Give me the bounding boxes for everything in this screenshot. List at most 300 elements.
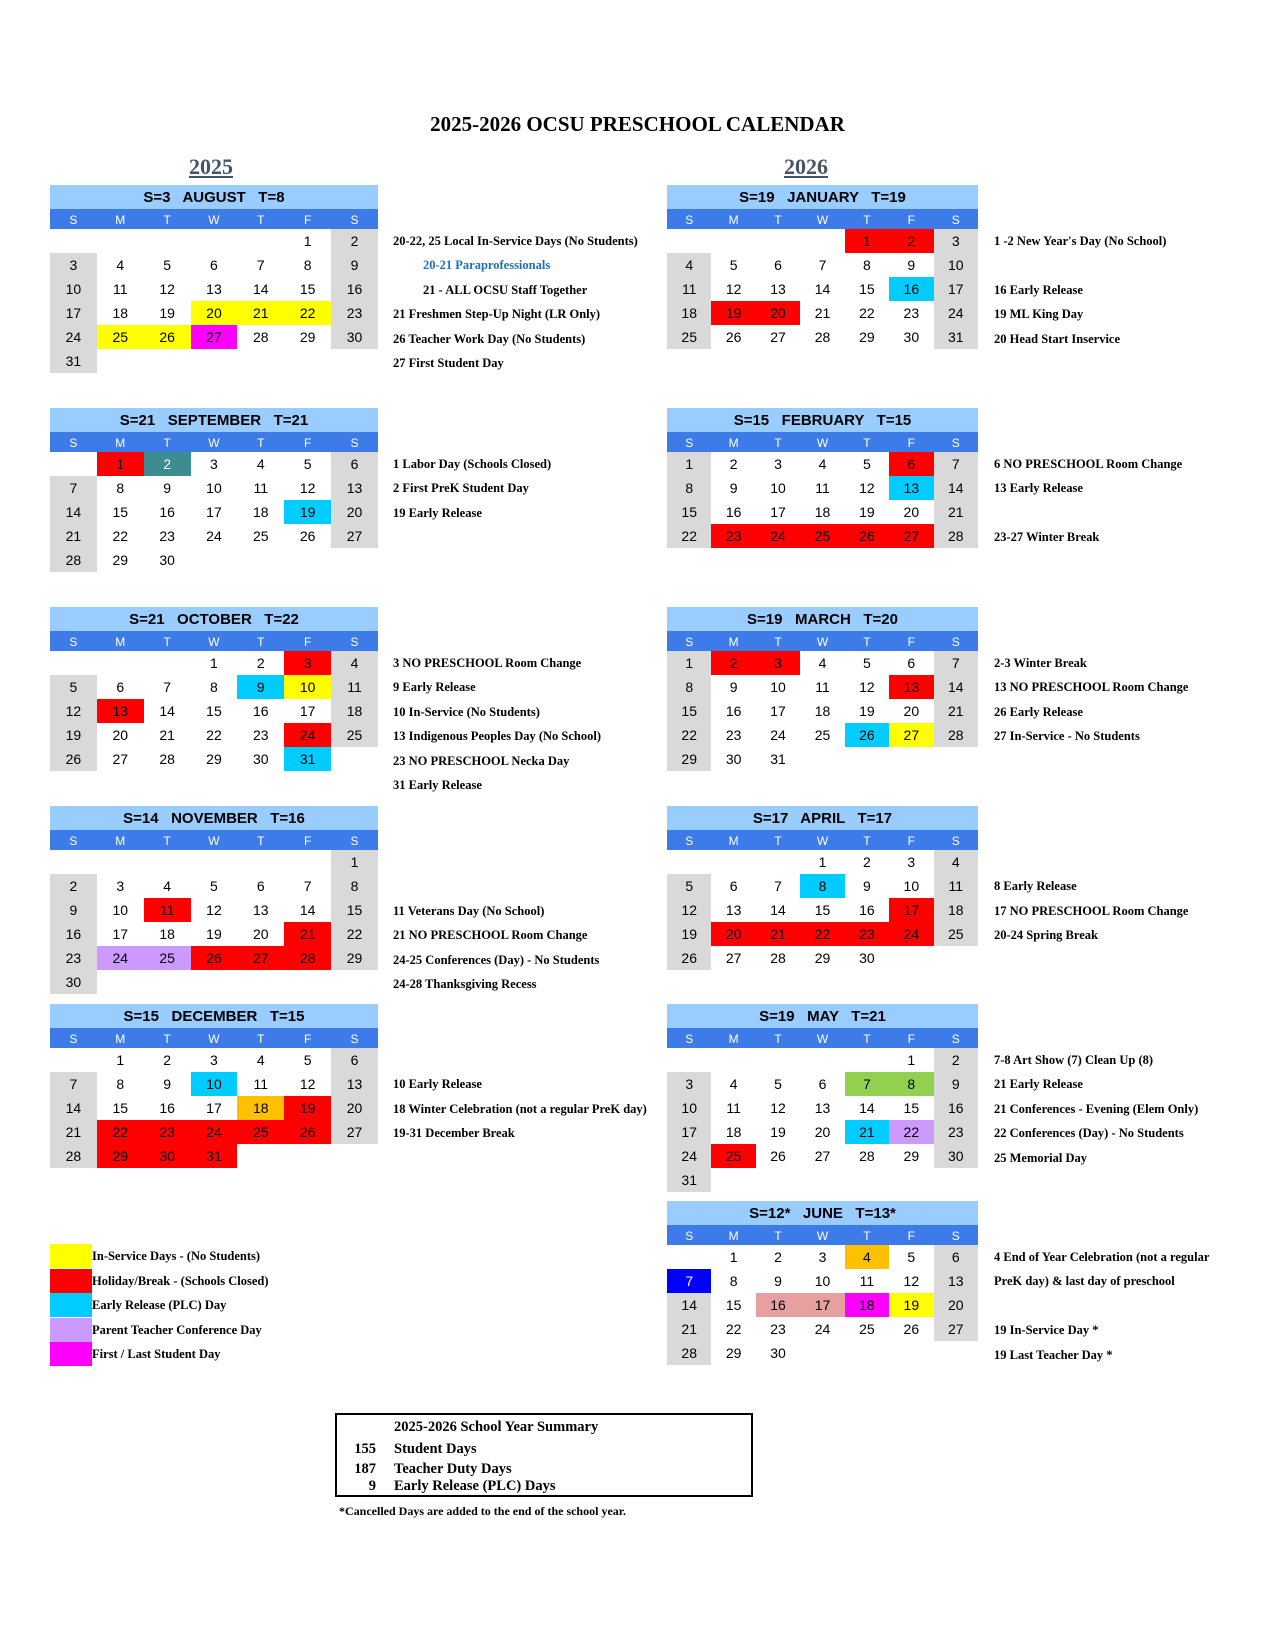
day-cell: 7 — [774, 878, 782, 894]
weekday-label: S — [69, 1032, 78, 1046]
day-cell: 4 — [845, 1245, 889, 1269]
day-cell: 18 — [814, 703, 831, 719]
year-2026-heading: 2026 — [784, 154, 828, 179]
weekday-row — [667, 1225, 978, 1245]
day-grid — [50, 1048, 378, 1168]
day-cell: 31 — [770, 751, 786, 767]
day-cell: 20 — [903, 504, 920, 520]
day-cell: 17 — [667, 1120, 711, 1144]
day-cell: 24 — [97, 946, 144, 970]
legend-label: Parent Teacher Conference Day — [92, 1322, 262, 1337]
day-cell: 24 — [284, 723, 331, 747]
day-cell: 1 — [818, 854, 827, 870]
day-cell: 16 — [253, 703, 269, 719]
day-cell: 12 — [159, 281, 175, 297]
day-cell: 2 — [863, 854, 871, 870]
day-cell: 26 — [299, 528, 316, 544]
empty-cell — [237, 548, 284, 572]
weekday-label: F — [303, 834, 312, 848]
day-cell: 13 — [770, 281, 786, 297]
event-note: 24-25 Conferences (Day) - No Students — [393, 952, 600, 967]
day-cell: 19 — [206, 926, 222, 942]
weekday-label: M — [728, 436, 739, 450]
day-cell: 12 — [299, 1076, 316, 1092]
empty-cell — [237, 1144, 284, 1168]
day-cell: 10 — [284, 675, 331, 699]
event-note: 27 In-Service - No Students — [994, 729, 1140, 744]
day-cell: 27 — [889, 524, 933, 548]
day-cell: 12 — [859, 679, 875, 695]
day-cell: 14 — [159, 703, 175, 719]
event-note: 19 Last Teacher Day * — [994, 1347, 1113, 1362]
weekday-row — [50, 631, 378, 651]
month-may — [667, 1004, 978, 1192]
event-note: 16 Early Release — [994, 282, 1083, 297]
weekday-label: S — [685, 1032, 694, 1046]
day-cell: 1 — [210, 655, 218, 671]
day-cell: 12 — [50, 699, 97, 723]
day-cell: 22 — [725, 1321, 742, 1337]
empty-cell — [845, 1341, 889, 1365]
weekday-label: T — [863, 213, 871, 227]
event-note: 24-28 Thanksgiving Recess — [393, 977, 537, 991]
day-cell: 27 — [814, 1148, 831, 1164]
day-cell: 23 — [50, 946, 97, 970]
empty-cell — [284, 970, 331, 994]
day-cell: 26 — [667, 946, 711, 970]
weekday-row — [667, 631, 978, 651]
month-october — [50, 607, 378, 771]
day-cell: 8 — [800, 874, 844, 898]
empty-cell — [144, 970, 191, 994]
day-cell: 19 — [859, 703, 875, 719]
weekday-label: M — [728, 213, 739, 227]
weekday-label: T — [863, 834, 871, 848]
weekday-label: F — [907, 1229, 915, 1243]
day-cell: 6 — [774, 257, 782, 273]
day-cell: 6 — [331, 452, 378, 476]
day-cell: 6 — [210, 257, 218, 273]
day-cell: 1 — [907, 1052, 916, 1068]
day-cell: 28 — [50, 548, 97, 572]
day-cell: 16 — [725, 504, 742, 520]
day-cell: 9 — [863, 878, 871, 894]
day-cell: 5 — [667, 874, 711, 898]
day-cell: 18 — [667, 301, 711, 325]
event-note: 21 Early Release — [994, 1077, 1083, 1092]
month-august — [50, 185, 378, 373]
day-cell: 14 — [859, 1100, 875, 1116]
day-cell: 23 — [934, 1120, 978, 1144]
empty-cell — [97, 349, 144, 373]
year-2025-heading: 2025 — [189, 154, 233, 179]
day-cell: 11 — [253, 480, 269, 496]
empty-cell — [889, 1168, 933, 1192]
day-cell: 4 — [163, 878, 171, 894]
day-cell: 23 — [770, 1321, 786, 1337]
day-cell: 21 — [667, 1317, 711, 1341]
event-note: 19 Early Release — [393, 505, 482, 520]
weekday-label: S — [685, 834, 694, 848]
weekday-label: T — [257, 1032, 265, 1046]
day-cell: 3 — [284, 651, 331, 675]
empty-cell — [50, 229, 97, 253]
day-cell: 22 — [889, 1120, 933, 1144]
weekday-label: M — [728, 1229, 739, 1243]
weekday-label: M — [115, 213, 126, 227]
day-cell: 19 — [284, 1096, 331, 1120]
empty-cell — [191, 970, 238, 994]
empty-cell — [97, 229, 144, 253]
weekday-label: T — [163, 436, 171, 450]
day-cell: 12 — [667, 898, 711, 922]
day-cell: 30 — [934, 1144, 978, 1168]
day-cell: 3 — [907, 854, 916, 870]
day-cell: 8 — [210, 679, 218, 695]
legend-label: In-Service Days - (No Students) — [92, 1249, 261, 1263]
empty-cell — [756, 229, 800, 253]
empty-cell — [284, 548, 331, 572]
legend-swatch-conference — [50, 1318, 92, 1342]
day-cell: 8 — [667, 675, 711, 699]
day-cell: 8 — [667, 476, 711, 500]
day-cell: 27 — [331, 524, 378, 548]
day-cell: 8 — [889, 1072, 933, 1096]
day-cell: 18 — [253, 504, 269, 520]
day-cell: 3 — [210, 456, 218, 472]
day-cell: 1 — [331, 850, 378, 874]
day-cell: 20 — [253, 926, 269, 942]
day-cell: 25 — [97, 325, 144, 349]
day-cell: 28 — [814, 329, 831, 345]
day-cell: 1 — [97, 452, 144, 476]
day-cell: 7 — [845, 1072, 889, 1096]
day-cell: 9 — [729, 480, 738, 496]
weekday-label: S — [69, 635, 78, 649]
weekday-label: T — [163, 635, 171, 649]
empty-cell — [845, 1048, 889, 1072]
weekday-label: T — [163, 213, 171, 227]
weekday-label: T — [163, 1032, 171, 1046]
weekday-label: T — [257, 834, 265, 848]
weekday-label: S — [350, 436, 359, 450]
day-cell: 25 — [934, 922, 978, 946]
day-cell: 30 — [253, 751, 269, 767]
day-cell: 5 — [729, 257, 738, 273]
day-cell: 14 — [50, 1096, 97, 1120]
day-cell: 15 — [814, 902, 831, 918]
empty-cell — [934, 1168, 978, 1192]
weekday-label: S — [69, 436, 78, 450]
day-cell: 28 — [284, 946, 331, 970]
weekday-label: T — [774, 436, 782, 450]
weekday-label: T — [257, 635, 265, 649]
empty-cell — [889, 946, 933, 970]
weekday-label: W — [816, 834, 829, 848]
weekday-label: W — [208, 213, 220, 227]
day-cell: 8 — [303, 257, 312, 273]
day-cell: 16 — [756, 1293, 800, 1317]
month-header: S=19 JANUARY T=19 — [667, 185, 978, 209]
day-cell: 28 — [770, 950, 786, 966]
day-cell: 4 — [116, 257, 125, 273]
month-header: S=19 MARCH T=20 — [667, 607, 978, 631]
day-cell: 10 — [934, 253, 978, 277]
day-cell: 10 — [770, 480, 786, 496]
empty-cell — [191, 850, 238, 874]
day-cell: 30 — [50, 970, 97, 994]
day-cell: 2 — [163, 1052, 171, 1068]
day-cell: 25 — [667, 325, 711, 349]
day-cell: 9 — [934, 1072, 978, 1096]
empty-cell — [191, 229, 238, 253]
day-cell: 11 — [934, 874, 978, 898]
event-note: 18 Winter Celebration (not a regular PreK day) — [393, 1101, 647, 1116]
empty-cell — [237, 850, 284, 874]
weekday-label: T — [774, 834, 782, 848]
day-cell: 24 — [814, 1321, 831, 1337]
day-cell: 26 — [725, 329, 742, 345]
day-cell: 17 — [770, 703, 786, 719]
day-cell: 31 — [284, 747, 331, 771]
event-note: 20-22, 25 Local In-Service Days (No Students) — [393, 234, 638, 248]
day-cell: 18 — [845, 1293, 889, 1317]
weekday-label: W — [816, 213, 829, 227]
day-cell: 11 — [815, 679, 830, 695]
day-cell: 16 — [331, 277, 378, 301]
month-header: S=19 MAY T=21 — [667, 1004, 978, 1028]
day-cell: 22 — [331, 922, 378, 946]
day-cell: 31 — [50, 349, 97, 373]
event-note: 9 Early Release — [393, 680, 476, 695]
day-cell: 25 — [253, 528, 269, 544]
empty-cell — [50, 452, 97, 476]
legend-label: Early Release (PLC) Day — [92, 1298, 227, 1312]
weekday-label: F — [907, 635, 915, 649]
weekday-row — [667, 1028, 978, 1048]
event-note: 13 Indigenous Peoples Day (No School) — [393, 729, 602, 744]
day-cell: 1 — [729, 1249, 738, 1265]
empty-cell — [756, 1168, 800, 1192]
day-cell: 13 — [934, 1269, 978, 1293]
day-cell: 12 — [206, 902, 222, 918]
day-cell: 5 — [303, 1052, 312, 1068]
legend-swatch-first-last-day — [50, 1342, 92, 1366]
day-cell: 13 — [206, 281, 222, 297]
day-cell: 17 — [112, 926, 129, 942]
day-cell: 14 — [934, 675, 978, 699]
empty-cell — [800, 1341, 844, 1365]
day-cell: 3 — [210, 1052, 218, 1068]
weekday-label: F — [907, 1032, 915, 1046]
day-cell: 14 — [667, 1293, 711, 1317]
day-cell: 14 — [253, 281, 269, 297]
event-note: 27 First Student Day — [393, 356, 504, 370]
day-cell: 3 — [774, 456, 782, 472]
day-grid — [50, 229, 378, 373]
day-cell: 5 — [163, 257, 171, 273]
day-cell: 29 — [859, 329, 875, 345]
day-cell: 18 — [934, 898, 978, 922]
day-cell: 3 — [756, 651, 800, 675]
weekday-label: F — [303, 213, 312, 227]
day-cell: 9 — [50, 898, 97, 922]
day-cell: 27 — [770, 329, 786, 345]
empty-cell — [889, 747, 933, 771]
day-cell: 16 — [934, 1096, 978, 1120]
empty-cell — [711, 1048, 755, 1072]
weekday-label: S — [951, 213, 960, 227]
month-header: S=15 FEBRUARY T=15 — [667, 408, 978, 432]
summary-number: 187 — [354, 1461, 376, 1477]
event-note: 8 Early Release — [994, 879, 1077, 894]
day-cell: 24 — [50, 325, 97, 349]
weekday-label: S — [951, 1229, 960, 1243]
day-cell: 27 — [237, 946, 284, 970]
weekday-label: M — [728, 1032, 739, 1046]
event-note: 20-21 Paraprofessionals — [423, 258, 551, 273]
weekday-row — [50, 830, 378, 850]
day-cell: 30 — [331, 325, 378, 349]
event-note: 1 Labor Day (Schools Closed) — [393, 457, 552, 471]
day-cell: 24 — [756, 524, 800, 548]
weekday-label: F — [907, 834, 915, 848]
footnote: *Cancelled Days are added to the end of the school year. — [339, 1504, 626, 1518]
weekday-label: S — [350, 213, 359, 227]
day-grid — [667, 651, 978, 771]
day-cell: 23 — [725, 727, 742, 743]
weekday-label: S — [350, 1032, 359, 1046]
day-cell: 15 — [667, 500, 711, 524]
weekday-label: T — [863, 635, 871, 649]
day-cell: 13 — [331, 476, 378, 500]
day-cell: 24 — [191, 1120, 238, 1144]
day-cell: 5 — [303, 456, 312, 472]
legend-label: First / Last Student Day — [92, 1347, 221, 1361]
day-cell: 29 — [814, 950, 831, 966]
event-note: 21 Freshmen Step-Up Night (LR Only) — [393, 307, 601, 322]
day-cell: 6 — [729, 878, 738, 894]
day-cell: 1 — [303, 233, 312, 249]
empty-cell — [97, 850, 144, 874]
empty-cell — [144, 850, 191, 874]
day-cell: 29 — [331, 946, 378, 970]
day-cell: 30 — [903, 329, 920, 345]
day-cell: 9 — [163, 1076, 171, 1092]
day-cell: 29 — [112, 552, 129, 568]
day-cell: 20 — [711, 922, 755, 946]
day-cell: 20 — [331, 1096, 378, 1120]
day-cell: 6 — [256, 878, 265, 894]
empty-cell — [50, 1048, 97, 1072]
empty-cell — [756, 1048, 800, 1072]
day-cell: 20 — [756, 301, 800, 325]
event-note: 25 Memorial Day — [994, 1150, 1088, 1165]
month-header: S=15 DECEMBER T=15 — [50, 1004, 378, 1028]
day-cell: 10 — [814, 1273, 831, 1289]
day-cell: 28 — [859, 1148, 875, 1164]
day-cell: 17 — [800, 1293, 844, 1317]
event-note: 10 In-Service (No Students) — [393, 704, 540, 719]
day-grid — [50, 452, 378, 572]
day-cell: 17 — [50, 301, 97, 325]
day-cell: 18 — [814, 504, 831, 520]
empty-cell — [331, 747, 378, 771]
day-cell: 14 — [814, 281, 831, 297]
day-cell: 19 — [667, 922, 711, 946]
day-grid — [50, 651, 378, 771]
day-cell: 4 — [256, 456, 265, 472]
day-cell: 22 — [112, 528, 129, 544]
weekday-label: S — [951, 436, 960, 450]
day-cell: 18 — [725, 1124, 742, 1140]
day-cell: 7 — [256, 257, 265, 273]
day-cell: 1 — [116, 1052, 125, 1068]
summary-row — [337, 1478, 751, 1498]
empty-cell — [331, 548, 378, 572]
day-cell: 2 — [50, 874, 97, 898]
day-cell: 4 — [667, 253, 711, 277]
month-november — [50, 806, 378, 994]
day-cell: 10 — [50, 277, 97, 301]
day-cell: 11 — [144, 898, 191, 922]
day-cell: 23 — [711, 524, 755, 548]
day-cell: 15 — [299, 281, 316, 297]
event-note: 21 NO PRESCHOOL Room Change — [393, 928, 588, 943]
day-cell: 21 — [845, 1120, 889, 1144]
day-cell: 18 — [112, 305, 129, 321]
month-march — [667, 607, 978, 771]
day-cell: 7 — [818, 257, 827, 273]
day-cell: 7 — [667, 1269, 711, 1293]
day-cell: 30 — [159, 552, 175, 568]
day-cell: 2 — [774, 1249, 782, 1265]
empty-cell — [331, 349, 378, 373]
day-cell: 23 — [159, 528, 175, 544]
day-cell: 17 — [206, 504, 222, 520]
day-cell: 15 — [206, 703, 222, 719]
weekday-label: W — [816, 635, 829, 649]
day-cell: 29 — [725, 1345, 742, 1361]
event-note: 13 Early Release — [994, 481, 1083, 496]
weekday-label: S — [951, 1032, 960, 1046]
page-title: 2025-2026 OCSU PRESCHOOL CALENDAR — [430, 112, 845, 136]
weekday-label: T — [774, 1032, 782, 1046]
weekday-label: F — [303, 436, 312, 450]
day-cell: 20 — [814, 1124, 831, 1140]
empty-cell — [711, 850, 755, 874]
weekday-label: S — [951, 635, 960, 649]
month-header: S=12* JUNE T=13* — [667, 1201, 978, 1225]
day-cell: 22 — [97, 1120, 144, 1144]
day-cell: 9 — [237, 675, 284, 699]
day-cell: 19 — [889, 1293, 933, 1317]
month-header: S=3 AUGUST T=8 — [50, 185, 378, 209]
day-cell: 31 — [667, 1168, 711, 1192]
event-note: 6 NO PRESCHOOL Room Change — [994, 457, 1183, 471]
empty-cell — [845, 1168, 889, 1192]
day-cell: 25 — [859, 1321, 875, 1337]
day-cell: 25 — [800, 524, 844, 548]
school-year-summary — [335, 1413, 753, 1497]
day-cell: 7 — [303, 878, 312, 894]
day-cell: 28 — [50, 1144, 97, 1168]
day-cell: 8 — [729, 1273, 738, 1289]
day-cell: 4 — [818, 655, 827, 671]
day-cell: 15 — [331, 898, 378, 922]
event-note: 4 End of Year Celebration (not a regular — [994, 1250, 1210, 1264]
day-cell: 16 — [725, 703, 742, 719]
